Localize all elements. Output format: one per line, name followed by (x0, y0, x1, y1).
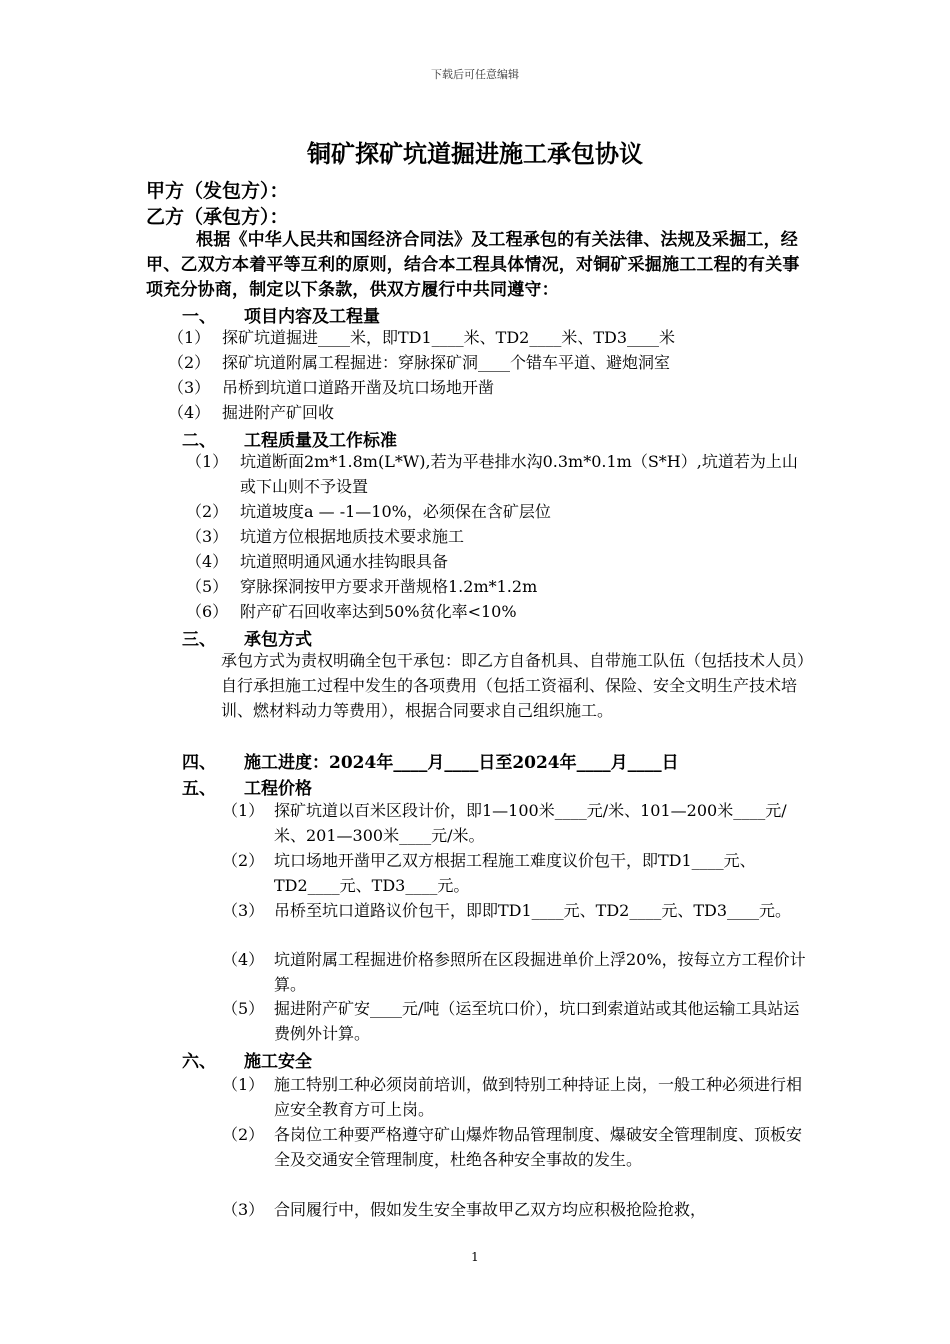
item-text: 吊桥至坑口道路议价包干，即即TD1____元、TD2____元、TD3____元。 (274, 901, 792, 920)
section-number: 六、 (182, 1052, 216, 1072)
item-label: （5） (186, 577, 229, 596)
section-title: 施工进度：2024年____月____日至2024年____月____日 (244, 753, 679, 773)
section-6-heading (182, 1047, 312, 1072)
s1-item-2 (168, 350, 670, 375)
party-b-label: 乙方（承包方）： (146, 206, 289, 228)
s1-item-3 (168, 375, 494, 400)
item-label: （4） (168, 403, 211, 422)
item-text: 探矿坑道掘进____米，即TD1____米、TD2____米、TD3____米 (222, 328, 676, 347)
section-1-heading (182, 302, 380, 327)
item-label: （5） (222, 999, 265, 1018)
intro-paragraph: 根据《中华人民共和国经济合同法》及工程承包的有关法律、法规及采掘工，经甲、乙双方本着平等互利的原则，结合本工程具体情况，对铜矿采掘施工工程的有关事项充分协商，制定以下条款，供双方履行中共同遵守： (146, 230, 800, 300)
s1-item-4 (168, 400, 334, 425)
item-label: （1） (186, 452, 229, 471)
s5-item-5 (222, 996, 810, 1046)
s2-item-5 (186, 574, 537, 599)
s2-item-4 (186, 549, 448, 574)
item-text: 坑道方位根据地质技术要求施工 (240, 527, 465, 546)
page-header: 下载后可任意编辑 (431, 68, 519, 81)
section-number: 五、 (182, 779, 216, 799)
item-text: 坑道断面2m*1.8m(L*W),若为平巷排水沟0.3m*0.1m（S*H）,坑道若为上山或下山则不予设置 (240, 452, 798, 496)
item-label: （1） (168, 328, 211, 347)
item-text: 坑道照明通风通水挂钩眼具备 (240, 552, 449, 571)
item-text: 掘进附产矿回收 (222, 403, 335, 422)
section-number: 三、 (182, 630, 216, 650)
section-number: 二、 (182, 431, 216, 451)
section-title: 项目内容及工程量 (244, 307, 380, 327)
item-text: 穿脉探洞按甲方要求开凿规格1.2m*1.2m (240, 577, 538, 596)
item-label: （3） (222, 901, 265, 920)
item-text: 各岗位工种要严格遵守矿山爆炸物品管理制度、爆破安全管理制度、顶板安全及交通安全管理制度，杜绝各种安全事故的发生。 (274, 1125, 803, 1169)
s6-item-3 (222, 1197, 810, 1222)
section-title: 承包方式 (244, 630, 312, 650)
s5-item-2 (222, 848, 810, 898)
item-text: 探矿坑道以百米区段计价，即1—100米____元/米、101—200米____元/米、201—300米____元/米。 (274, 801, 787, 845)
item-text: 坑口场地开凿甲乙双方根据工程施工难度议价包干，即TD1____元、TD2____元、TD3____元。 (274, 851, 756, 895)
item-text: 坑道附属工程掘进价格参照所在区段掘进单价上浮20%，按每立方工程价计算。 (274, 950, 806, 994)
item-label: （2） (168, 353, 211, 372)
item-text: 吊桥到坑道口道路开凿及坑口场地开凿 (222, 378, 495, 397)
item-label: （2） (222, 851, 265, 870)
section-5-heading (182, 774, 312, 799)
section-number: 一、 (182, 307, 216, 327)
item-text: 掘进附产矿安____元/吨（运至坑口价），坑口到索道站或其他运输工具站运费例外计算。 (274, 999, 800, 1043)
item-text: 施工特别工种必须岗前培训，做到特别工种持证上岗，一般工种必须进行相应安全教育方可上岗。 (274, 1075, 803, 1119)
section-title: 工程价格 (244, 779, 312, 799)
section-number: 四、 (182, 753, 216, 773)
item-label: （2） (186, 502, 229, 521)
section-2-heading (182, 426, 397, 451)
section-4-heading (182, 748, 679, 773)
s3-paragraph: 承包方式为责权明确全包干承包：即乙方自备机具、自带施工队伍（包括技术人员）自行承担施工过程中发生的各项费用（包括工资福利、保险、安全文明生产技术培训、燃材料动力等费用），根据合同要求自己组织施工。 (221, 651, 806, 720)
document-title: 铜矿探矿坑道掘进施工承包协议 (307, 139, 643, 168)
item-label: （3） (222, 1200, 265, 1219)
item-text: 坑道坡度a — -1—10%，必须保在含矿层位 (240, 502, 551, 521)
item-label: （6） (186, 602, 229, 621)
s1-item-1 (168, 325, 675, 350)
s5-item-3 (222, 898, 810, 923)
section-title: 施工安全 (244, 1052, 312, 1072)
s5-item-4 (222, 947, 810, 997)
section-3-heading (182, 625, 312, 650)
item-text: 合同履行中，假如发生安全事故甲乙双方均应积极抢险抢救， (274, 1200, 707, 1219)
item-label: （3） (186, 527, 229, 546)
item-label: （2） (222, 1125, 265, 1144)
item-label: （3） (168, 378, 211, 397)
item-text: 探矿坑道附属工程掘进：穿脉探矿洞____个错车平道、避炮洞室 (222, 353, 671, 372)
s6-item-1 (222, 1072, 810, 1122)
item-label: （1） (222, 801, 265, 820)
item-label: （1） (222, 1075, 265, 1094)
s2-item-2 (186, 499, 551, 524)
s2-item-6 (186, 599, 517, 624)
section-title: 工程质量及工作标准 (244, 431, 397, 451)
party-a-label: 甲方（发包方）： (146, 180, 289, 202)
s2-item-3 (186, 524, 464, 549)
item-label: （4） (186, 552, 229, 571)
s2-item-1 (186, 449, 811, 499)
item-text: 附产矿石回收率达到50%贫化率<10% (240, 602, 517, 621)
s6-item-2 (222, 1122, 810, 1172)
page-number: 1 (471, 1250, 479, 1264)
s5-item-1 (222, 798, 810, 848)
item-label: （4） (222, 950, 265, 969)
